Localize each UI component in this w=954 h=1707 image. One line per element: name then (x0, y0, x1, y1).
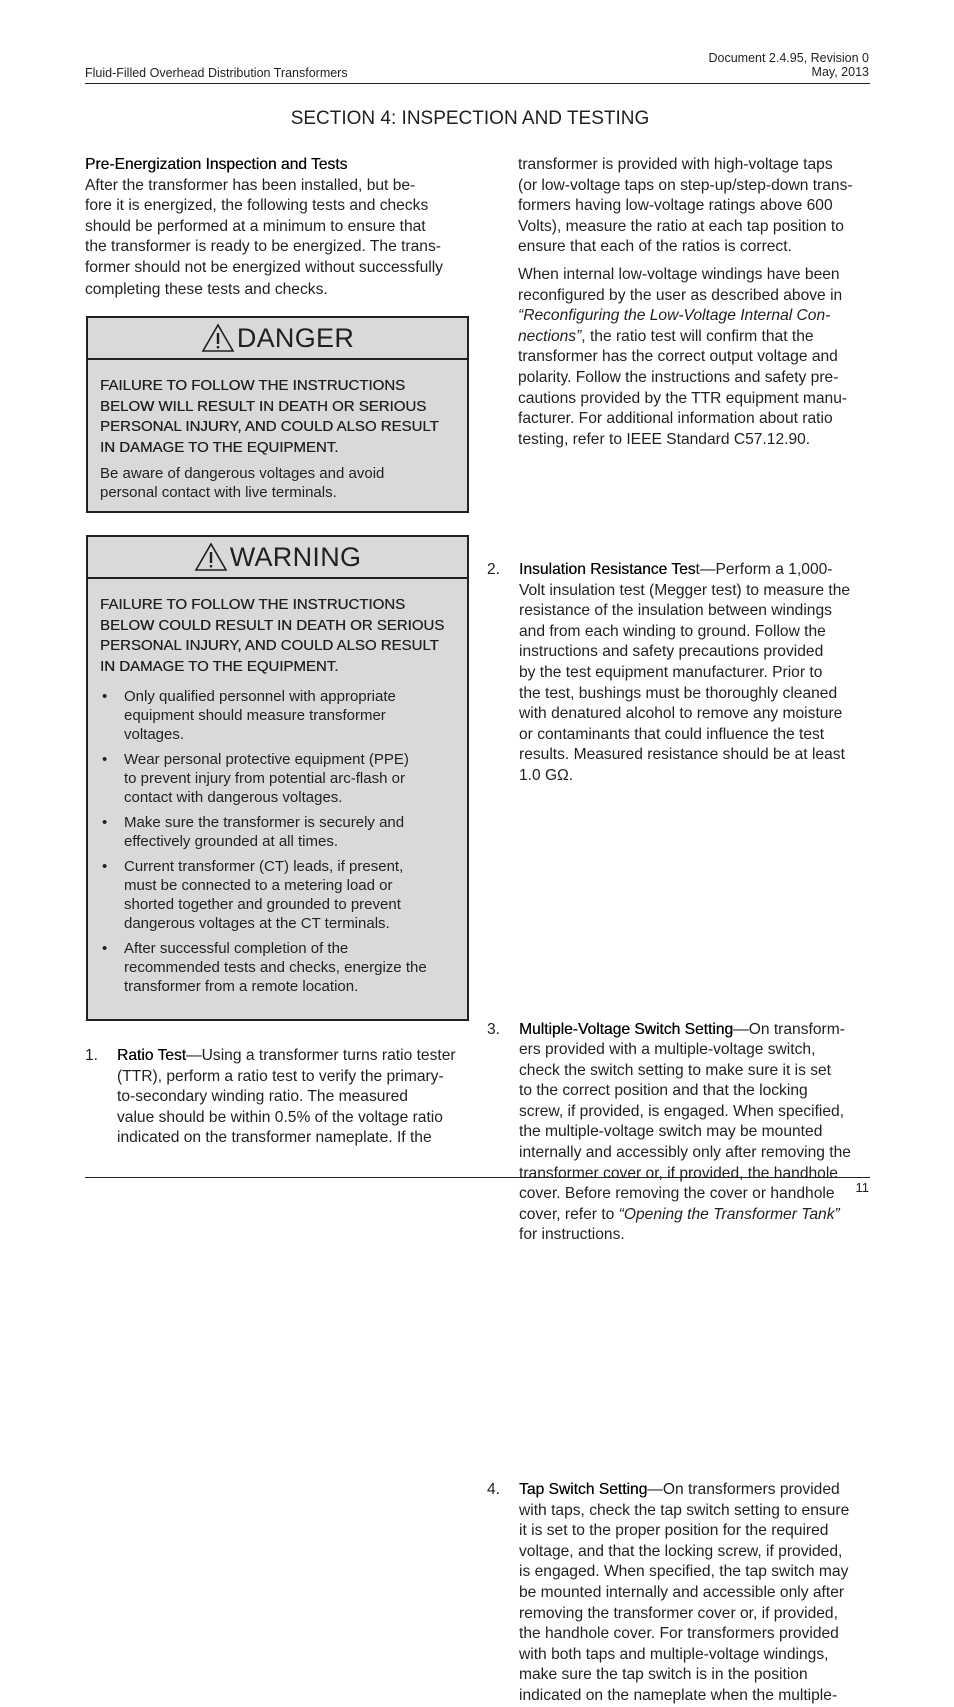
paragraph-line: cover. Before removing the cover or handhole (519, 1185, 835, 1203)
danger-caps-line: PERSONAL INJURY, AND COULD ALSO RESULT (100, 418, 439, 436)
warning-caps-line: IN DAMAGE TO THE EQUIPMENT. (100, 657, 339, 675)
paragraph-line: transformer is provided with high-voltage taps (518, 156, 833, 173)
warning-caps-line: BELOW COULD RESULT IN DEATH OR SERIOUS (100, 616, 445, 634)
item-text: —On transformers provided (647, 1481, 840, 1499)
bullet-line: dangerous voltages at the CT terminals. (124, 915, 390, 933)
pre-energization-section (85, 155, 470, 300)
paragraph-line: and from each winding to ground. Follow the (519, 622, 826, 640)
bullet-line: equipment should measure transformer (124, 707, 386, 725)
paragraph-line: cautions provided by the TTR equipment manu- (518, 389, 848, 407)
paragraph-line: Volt insulation test (Megger test) to measure the (519, 581, 851, 599)
pre-energization-heading: Pre-Energization Inspection and Tests (85, 156, 348, 173)
insulation-test-item (487, 560, 874, 787)
danger-title: DANGER (236, 322, 355, 353)
paragraph-line: value should be within 0.5% of the voltage ratio (117, 1108, 443, 1126)
paragraph-line: or contaminants that could influence the test (519, 725, 825, 743)
paragraph-text: cover, refer to (519, 1205, 619, 1223)
paragraph-line: for instructions. (519, 1226, 625, 1244)
document-number: Document 2.4.95, Revision 0 (708, 51, 869, 65)
paragraph-line: transformer cover or, if provided, the handhole (519, 1164, 838, 1182)
warning-box (86, 535, 469, 1021)
cross-reference: nections” (518, 327, 582, 345)
bullet-line: effectively grounded at all times. (124, 833, 339, 851)
paragraph-line: Volts), measure the ratio at each tap position to (518, 217, 844, 235)
paragraph-line: (or low-voltage taps on step-up/step-down trans- (518, 176, 853, 194)
danger-body (88, 360, 467, 514)
warning-triangle-icon (194, 542, 228, 572)
paragraph-line: testing, refer to IEEE Standard C57.12.90. (518, 430, 811, 448)
danger-caps-line: FAILURE TO FOLLOW THE INSTRUCTIONS (100, 377, 406, 394)
paragraph-text: , the ratio test will confirm that the (581, 327, 814, 345)
paragraph-line: be mounted internally and accessible only after (519, 1584, 845, 1601)
paragraph-line: screw, if provided, is engaged. When specified, (519, 1102, 845, 1120)
danger-caps-line: IN DAMAGE TO THE EQUIPMENT. (100, 438, 339, 456)
ratio-test-continued (518, 155, 873, 258)
paragraph-line: check the switch setting to make sure it is set (519, 1061, 832, 1079)
footer-rule (85, 1177, 870, 1178)
item-number: 4. (487, 1481, 501, 1499)
item-term: Tap Switch Setting (519, 1481, 648, 1499)
list-item (100, 857, 455, 933)
cross-reference: “Reconfiguring the Low-Voltage Internal Con- (518, 307, 831, 325)
switch-setting-item (487, 1020, 874, 1247)
warning-title: WARNING (229, 541, 362, 572)
bullet-line: shorted together and grounded to prevent (124, 896, 401, 914)
page-number: 11 (855, 1180, 869, 1195)
danger-note-line: Be aware of dangerous voltages and avoid (100, 465, 385, 483)
paragraph-line: removing the transformer cover or, if provided, (519, 1604, 838, 1622)
bullet-line: voltages. (124, 726, 185, 744)
document-date: May, 2013 (811, 65, 869, 79)
danger-caps-line: BELOW WILL RESULT IN DEATH OR SERIOUS (100, 397, 427, 415)
paragraph-line: results. Measured resistance should be at least (519, 746, 845, 764)
danger-note-line: personal contact with live terminals. (100, 484, 337, 502)
paragraph-line: with denatured alcohol to remove any moisture (519, 705, 843, 723)
paragraph-line: completing these tests and checks. (85, 280, 328, 298)
item-term: Ratio Test (117, 1047, 187, 1064)
warning-caps-line: FAILURE TO FOLLOW THE INSTRUCTIONS (100, 596, 406, 613)
paragraph-line: internally and accessibly only after removing the (519, 1144, 851, 1162)
item-number: 3. (487, 1020, 501, 1038)
list-item (100, 939, 455, 996)
paragraph-line: to-secondary winding ratio. The measured (117, 1088, 408, 1106)
paragraph-line: should be performed at a minimum to ensure that (85, 217, 426, 235)
paragraph-line: reconfigured by the user as described above in (518, 286, 843, 304)
paragraph-line: After the transformer has been installed, but be- (85, 176, 416, 194)
warning-bullet-list (100, 687, 455, 996)
paragraph-line: is engaged. When specified, the tap switch may (519, 1563, 849, 1581)
danger-box (86, 316, 469, 513)
paragraph-line: 1.0 GΩ. (519, 766, 574, 784)
internal-windings-paragraph (518, 265, 873, 450)
bullet-line: • Make sure the transformer is securely and (124, 814, 405, 832)
warning-body (88, 579, 467, 1014)
paragraph-line: to the correct position and that the locking (519, 1082, 808, 1100)
paragraph-line: ensure that each of the ratios is correct. (518, 238, 792, 256)
warning-header (88, 537, 467, 579)
paragraph-line: the multiple-voltage switch may be mounted (519, 1123, 823, 1141)
paragraph-line: the test, bushings must be thoroughly cleaned (519, 684, 838, 702)
paragraph-line: instructions and safety precautions provided (519, 643, 824, 661)
paragraph-line: voltage, and that the locking screw, if provided, (519, 1542, 843, 1560)
paragraph-line: with taps, check the tap switch setting to ensure (519, 1501, 850, 1519)
bullet-line: • Only qualified personnel with appropriate (124, 688, 396, 706)
bullet-line: to prevent injury from potential arc-flash or (124, 770, 405, 788)
item-text: —On transform- (733, 1020, 845, 1038)
item-number: 1. (85, 1047, 99, 1064)
paragraph-line: by the test equipment manufacturer. Prior to (519, 663, 823, 681)
ratio-test-item (85, 1046, 472, 1149)
bullet-line: transformer from a remote location. (124, 978, 359, 996)
cross-reference: “Opening the Transformer Tank” (618, 1205, 840, 1223)
paragraph-line: formers having low-voltage ratings above 600 (518, 197, 833, 215)
paragraph-line: polarity. Follow the instructions and safety pre- (518, 368, 839, 386)
paragraph-line: transformer has the correct output voltage and (518, 348, 838, 366)
bullet-line: • After successful completion of the (124, 940, 349, 958)
paragraph-line: it is set to the proper position for the required (519, 1522, 829, 1540)
list-item (100, 813, 455, 851)
paragraph-line: (TTR), perform a ratio test to verify the primary- (117, 1067, 444, 1085)
bullet-line: • Wear personal protective equipment (PPE) (124, 751, 409, 769)
item-term: Multiple-Voltage Switch Setting (519, 1020, 734, 1038)
warning-caps-line: PERSONAL INJURY, AND COULD ALSO RESULT (100, 637, 439, 655)
bullet-line: contact with dangerous voltages. (124, 789, 343, 807)
section-title: SECTION 4: INSPECTION AND TESTING (290, 108, 650, 129)
item-text: —Using a transformer turns ratio tester (186, 1047, 456, 1064)
bullet-line: recommended tests and checks, energize the (124, 959, 427, 977)
bullet-line: • Current transformer (CT) leads, if present, (124, 858, 404, 876)
bullet-line: must be connected to a metering load or (124, 877, 393, 895)
paragraph-line: ers provided with a multiple-voltage switch, (519, 1041, 816, 1059)
paragraph-line: with both taps and multiple-voltage windings, (519, 1645, 829, 1663)
paragraph-line: the transformer is ready to be energized. The trans- (85, 238, 441, 256)
paragraph-line: fore it is energized, the following tests and checks (85, 197, 429, 215)
paragraph-line: indicated on the nameplate when the multiple- (519, 1686, 838, 1704)
item-text: t—Perform a 1,000- (695, 560, 833, 578)
item-number: 2. (487, 560, 501, 578)
list-item (100, 750, 455, 807)
document-info (708, 51, 869, 79)
paragraph-line: When internal low-voltage windings have been (518, 266, 840, 283)
item-term: Insulation Resistance Tes (519, 560, 696, 578)
paragraph-line: indicated on the transformer nameplate. If the (117, 1129, 432, 1147)
paragraph-line: make sure the tap switch is in the position (519, 1666, 808, 1684)
danger-header (88, 318, 467, 360)
header-rule (85, 83, 870, 84)
running-header-title: Fluid-Filled Overhead Distribution Transformers (85, 66, 348, 80)
paragraph-line: the handhole cover. For transformers provided (519, 1625, 839, 1643)
tap-switch-item (487, 1480, 874, 1707)
warning-triangle-icon (201, 323, 235, 353)
paragraph-line: former should not be energized without successfully (85, 258, 443, 276)
paragraph-line: facturer. For additional information about ratio (518, 410, 833, 428)
paragraph-line: resistance of the insulation between windings (519, 602, 832, 620)
list-item (100, 687, 455, 744)
